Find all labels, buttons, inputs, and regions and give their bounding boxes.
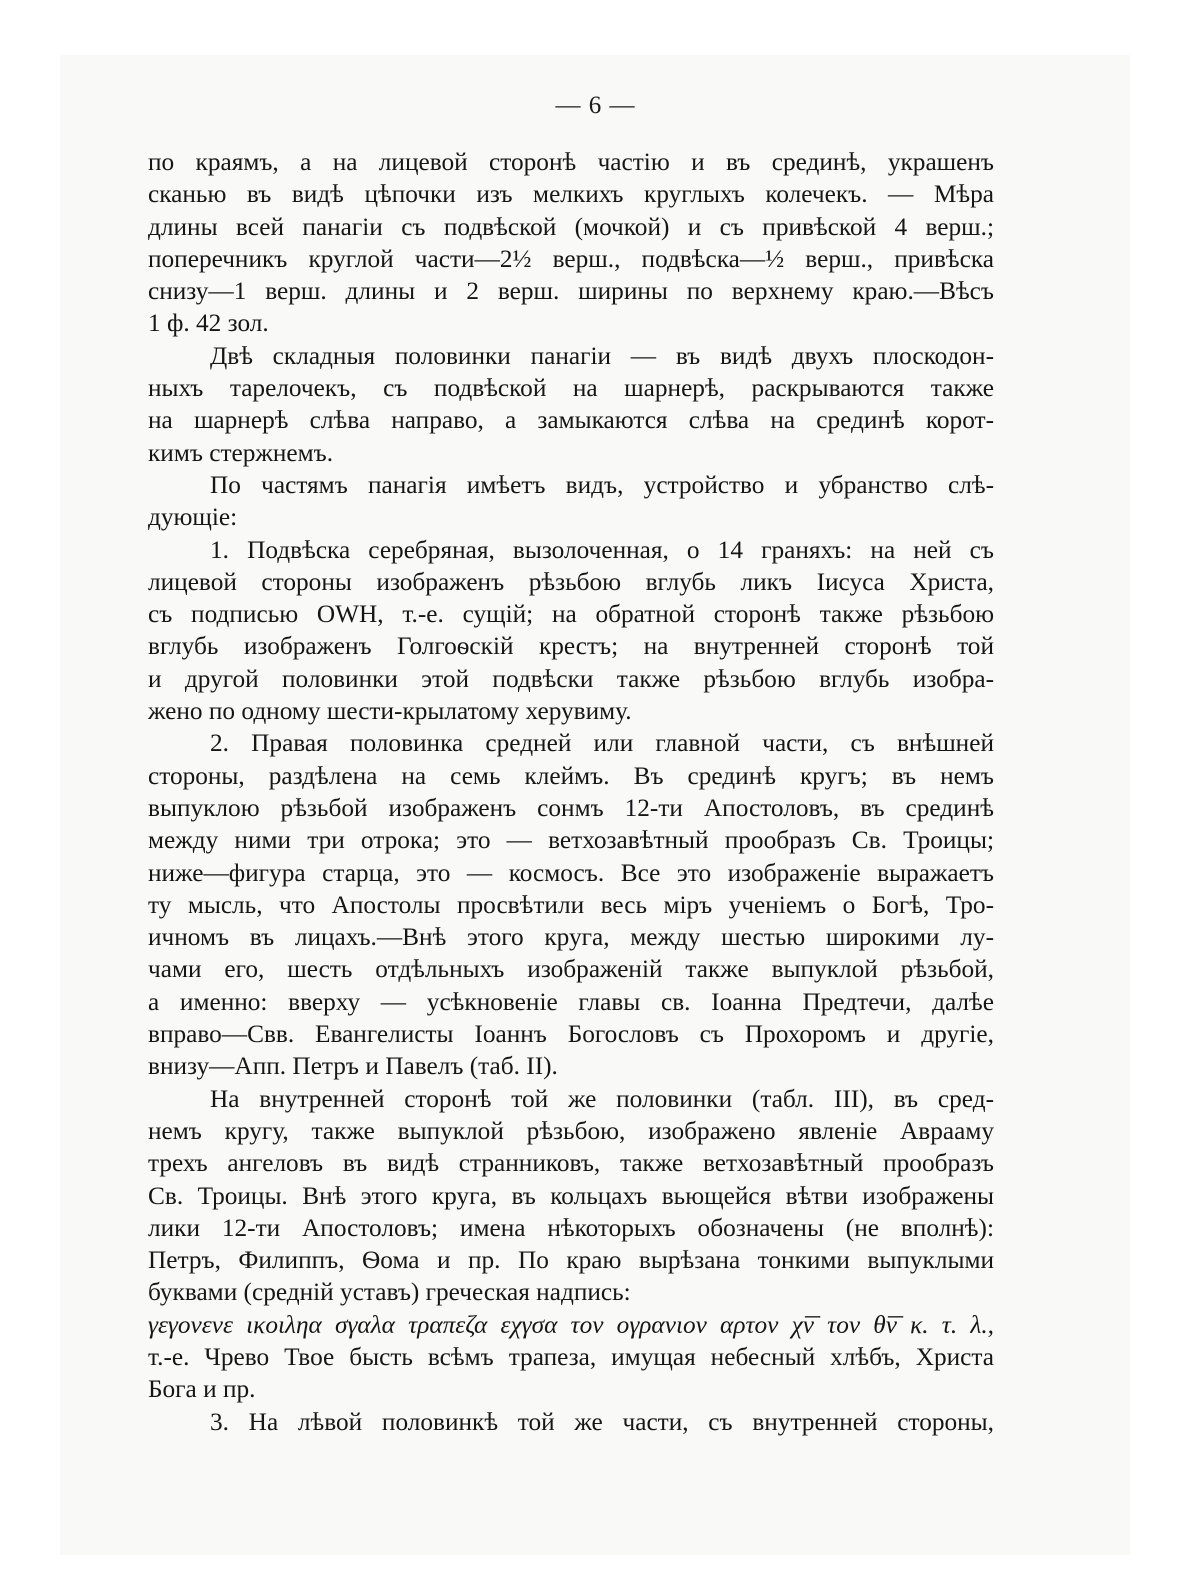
text-line: поперечникъ круглой части—2½ верш., подвѣска—½ верш., привѣска — [148, 244, 994, 273]
text-line: вглубь изображенъ Голгоѳскій крестъ; на внутренней сторонѣ той — [148, 632, 994, 661]
text-line: трехъ ангеловъ въ видѣ странниковъ, также ветхозавѣтный прообразъ — [148, 1149, 994, 1178]
text-line: на шарнерѣ слѣва направо, а замыкаются слѣва на срединѣ корот- — [148, 406, 994, 435]
text-line: ниже—фигура старца, это — космосъ. Все это изображеніе выражаетъ — [148, 858, 994, 887]
text-line: т.-е. Чрево Твое бысть всѣмъ трапеза, имущая небесный хлѣбъ, Христа — [148, 1342, 994, 1371]
text-line: между ними три отрока; это — ветхозавѣтный прообразъ Св. Троицы; — [148, 826, 994, 855]
text-line: кимъ стержнемъ. — [148, 438, 334, 467]
page-number: — 6 — — [555, 92, 636, 119]
text-line: чами его, шесть отдѣльныхъ изображеній также выпуклой рѣзьбой, — [148, 955, 994, 984]
text-line: стороны, раздѣлена на семь клеймъ. Въ срединѣ кругъ; въ немъ — [148, 761, 994, 790]
text-line: лицевой стороны изображенъ рѣзьбою вглубь ликъ Іисуса Христа, — [148, 567, 994, 596]
text-line: немъ кругу, также выпуклой рѣзьбою, изображено явленіе Аврааму — [148, 1116, 994, 1145]
text-line: 2. Правая половинка средней или главной части, съ внѣшней — [210, 729, 994, 758]
text-line: внизу—Апп. Петръ и Павелъ (таб. II). — [148, 1052, 558, 1081]
text-line: а именно: вверху — усѣкновеніе главы св. Іоанна Предтечи, далѣе — [148, 987, 994, 1016]
text-line: буквами (среднiй уставъ) греческая надпись: — [148, 1278, 631, 1307]
text-line: 1. Подвѣска серебряная, вызолоченная, о 14 граняхъ: на ней съ — [210, 535, 994, 564]
body-text — [148, 146, 994, 1438]
text-line: съ подписью ОWН, т.-е. сущій; на обратной сторонѣ также рѣзьбою — [148, 600, 994, 629]
text-line: сканью въ видѣ цѣпочки изъ мелкихъ круглыхъ колечекъ. — Мѣра — [148, 180, 994, 209]
text-line: жено по одному шести-крылатому херувиму. — [148, 697, 632, 726]
text-line: снизу—1 верш. длины и 2 верш. ширины по верхнему краю.—Вѣсъ — [148, 277, 994, 306]
text-line: 1 ф. 42 зол. — [148, 309, 269, 338]
text-line: ту мысль, что Апостолы просвѣтили весь міръ ученіемъ о Богѣ, Тро- — [148, 890, 994, 919]
text-line: длины всей панагіи съ подвѣской (мочкой) и съ привѣской 4 верш.; — [148, 212, 994, 241]
text-line: и другой половинки этой подвѣски также рѣзьбою вглубь изобра- — [148, 664, 994, 693]
text-line: вправо—Свв. Евангелисты Іоаннъ Богословъ съ Прохоромъ и другіе, — [148, 1020, 994, 1049]
text-line: γεγονενε ικοιληα σγαλα τραπεζα εχγσα τον ογρανιον αρτον χ͞ν τον θ͞ν κ. τ. λ., — [148, 1310, 994, 1339]
text-line: выпуклою рѣзьбой изображенъ сонмъ 12-ти Апостоловъ, въ срединѣ — [148, 793, 994, 822]
text-line: 3. На лѣвой половинкѣ той же части, съ внутренней стороны, — [210, 1407, 994, 1436]
text-line: ичномъ въ лицахъ.—Внѣ этого круга, между шестью широкими лу- — [148, 923, 994, 952]
text-line: Петръ, Филиппъ, Ѳома и пр. По краю вырѣзана тонкими выпуклыми — [148, 1246, 994, 1275]
text-line: ныхъ тарелочекъ, съ подвѣской на шарнерѣ, раскрываются также — [148, 374, 994, 403]
text-line: На внутренней сторонѣ той же половинки (табл. III), въ сред- — [210, 1084, 994, 1113]
text-line: По частямъ панагія имѣетъ видъ, устройство и убранство слѣ- — [210, 470, 994, 499]
text-line: дующіе: — [148, 503, 238, 532]
text-line: Св. Троицы. Внѣ этого круга, въ кольцахъ вьющейся вѣтви изображены — [148, 1181, 994, 1210]
text-line: Бога и пр. — [148, 1375, 256, 1404]
text-line: Двѣ складныя половинки панагіи — въ видѣ двухъ плоскодон- — [210, 341, 994, 370]
text-line: по краямъ, а на лицевой сторонѣ частію и въ срединѣ, украшенъ — [148, 148, 994, 176]
text-line: лики 12-ти Апостоловъ; имена нѣкоторыхъ обозначены (не вполнѣ): — [148, 1213, 994, 1242]
